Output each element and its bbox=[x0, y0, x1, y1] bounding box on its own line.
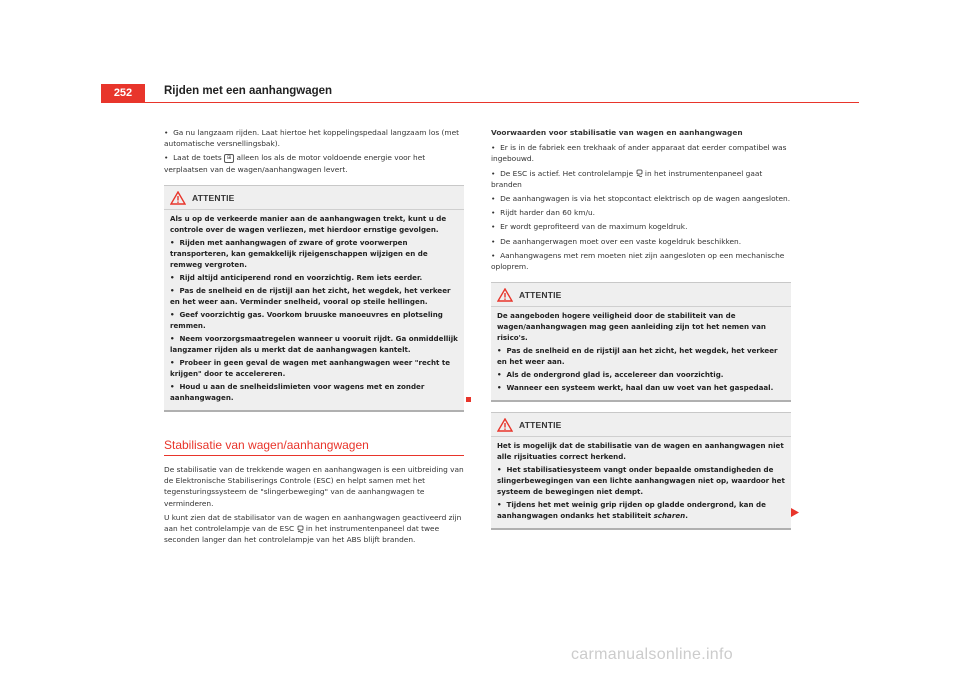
warning-item: • Rijd altijd anticiperend rond en voorzichtig. Rem iets eerder. bbox=[170, 272, 458, 283]
warning-header bbox=[164, 186, 464, 210]
list-item: • De ESC is actief. Het controlelampje in het instrumentenpaneel gaat branden bbox=[491, 168, 791, 190]
warning-triangle-icon bbox=[497, 418, 513, 432]
paragraph: De stabilisatie van de trekkende wagen en aanhangwagen is een uitbreiding van de Elektronische Stabiliserings Controle (ESC) en helpt samen met het tegensturingssysteem de "slingerbeweging" van de aanhangwagen te verminderen. bbox=[164, 465, 464, 508]
section-title: Stabilisatie van wagen/aanhangwagen bbox=[164, 440, 464, 456]
warning-box bbox=[164, 185, 464, 412]
warning-body bbox=[491, 440, 791, 521]
key-icon: ⊞ bbox=[224, 154, 234, 163]
warning-item: • Pas de snelheid en de rijstijl aan het zicht, het wegdek, het verkeer en het weer aan. bbox=[497, 345, 785, 367]
watermark: carmanualsonline.info bbox=[571, 646, 733, 663]
warning-item: • Probeer in geen geval de wagen met aanhangwagen weer "recht te krijgen" door te accelereren. bbox=[170, 357, 458, 379]
warning-item: • Rijden met aanhangwagen of zware of grote voorwerpen transporteren, kan gemakkelijk rijeigenschappen wijzigen en de remweg vergroten. bbox=[170, 237, 458, 270]
warning-box bbox=[491, 412, 791, 530]
esc-lamp-icon bbox=[636, 169, 643, 178]
page-number: 252 bbox=[101, 84, 145, 102]
warning-box bbox=[491, 282, 791, 402]
esc-lamp-icon bbox=[297, 525, 304, 534]
warning-title: ATTENTIE bbox=[519, 290, 562, 301]
warning-title: ATTENTIE bbox=[192, 192, 235, 203]
list-item: • Ga nu langzaam rijden. Laat hiertoe het koppelingspedaal langzaam los (met automatische versnellingsbak). bbox=[164, 127, 464, 149]
warning-item: • Geef voorzichtig gas. Voorkom bruuske manoeuvres en plotseling remmen. bbox=[170, 309, 458, 331]
warning-item: • Houd u aan de snelheidslimieten voor wagens met en zonder aanhangwagen. bbox=[170, 381, 458, 403]
warning-item: • Neem voorzorgsmaatregelen wanneer u vooruit rijdt. Ga onmiddellijk langzamer rijden als u merkt dat de aanhangwagen kantelt. bbox=[170, 333, 458, 355]
warning-item: • Tijdens het met weinig grip rijden op gladde ondergrond, kan de aanhangwagen ondanks het stabiliteit scharen. bbox=[497, 499, 785, 521]
left-column bbox=[164, 127, 464, 548]
warning-triangle-icon bbox=[170, 191, 186, 205]
header-divider bbox=[101, 102, 859, 103]
right-column bbox=[491, 127, 791, 530]
warning-item: • Het stabilisatiesysteem vangt onder bepaalde omstandigheden de slingerbewegingen van een lichte aanhangwagen niet op, waardoor het systeem de bewegingen niet dempt. bbox=[497, 464, 785, 497]
list-item: • De aanhangerwagen moet over een vaste kogeldruk beschikken. bbox=[491, 236, 791, 247]
list-item: • Laat de toets ⊞ alleen los als de motor voldoende energie voor het verplaatsen van de wagen/aanhangwagen levert. bbox=[164, 152, 464, 174]
list-item: • Er is in de fabriek een trekhaak of ander apparaat dat eerder compatibel was ingebouwd. bbox=[491, 142, 791, 164]
warning-header bbox=[491, 413, 791, 437]
paragraph: U kunt zien dat de stabilisator van de wagen en aanhangwagen geactiveerd zijn aan het controlelampje van de ESC in het instrumentenpaneel dat twee seconden langer dan het controlelampje van het ABS blijft branden. bbox=[164, 512, 462, 545]
warning-intro: Het is mogelijk dat de stabilisatie van de wagen en aanhangwagen niet alle rijsituaties correct herkend. bbox=[497, 441, 784, 462]
list-item: • De aanhangwagen is via het stopcontact elektrisch op de wagen aangesloten. bbox=[491, 193, 791, 204]
warning-intro: De aangeboden hogere veiligheid door de stabiliteit van de wagen/aanhangwagen mag geen aanleiding zijn tot het nemen van risico's. bbox=[497, 311, 766, 343]
section-end-marker bbox=[466, 397, 471, 402]
warning-body bbox=[491, 310, 791, 393]
subheading: Voorwaarden voor stabilisatie van wagen en aanhangwagen bbox=[491, 128, 743, 137]
warning-body bbox=[164, 213, 464, 403]
warning-item: • Wanneer een systeem werkt, haal dan uw voet van het gaspedaal. bbox=[497, 382, 785, 393]
warning-intro: Als u op de verkeerde manier aan de aanhangwagen trekt, kunt u de controle over de wagen verliezen, met hierdoor ernstige gevolgen. bbox=[170, 213, 447, 234]
warning-triangle-icon bbox=[497, 288, 513, 302]
warning-header bbox=[491, 283, 791, 307]
list-item: • Rijdt harder dan 60 km/u. bbox=[491, 207, 791, 218]
warning-title: ATTENTIE bbox=[519, 420, 562, 431]
warning-item: • Pas de snelheid en de rijstijl aan het zicht, het wegdek, het verkeer en het weer aan. Verminder snelheid, vooral op steile hellingen. bbox=[170, 285, 458, 307]
warning-item: • Als de ondergrond glad is, accelereer dan voorzichtig. bbox=[497, 369, 785, 380]
list-item: • Er wordt geprofiteerd van de maximum kogeldruk. bbox=[491, 221, 791, 232]
page-title: Rijden met een aanhangwagen bbox=[164, 85, 333, 97]
continue-arrow-icon bbox=[791, 508, 799, 517]
list-item: • Aanhangwagens met rem moeten niet zijn aangesloten op een mechanische oploprem. bbox=[491, 250, 791, 272]
